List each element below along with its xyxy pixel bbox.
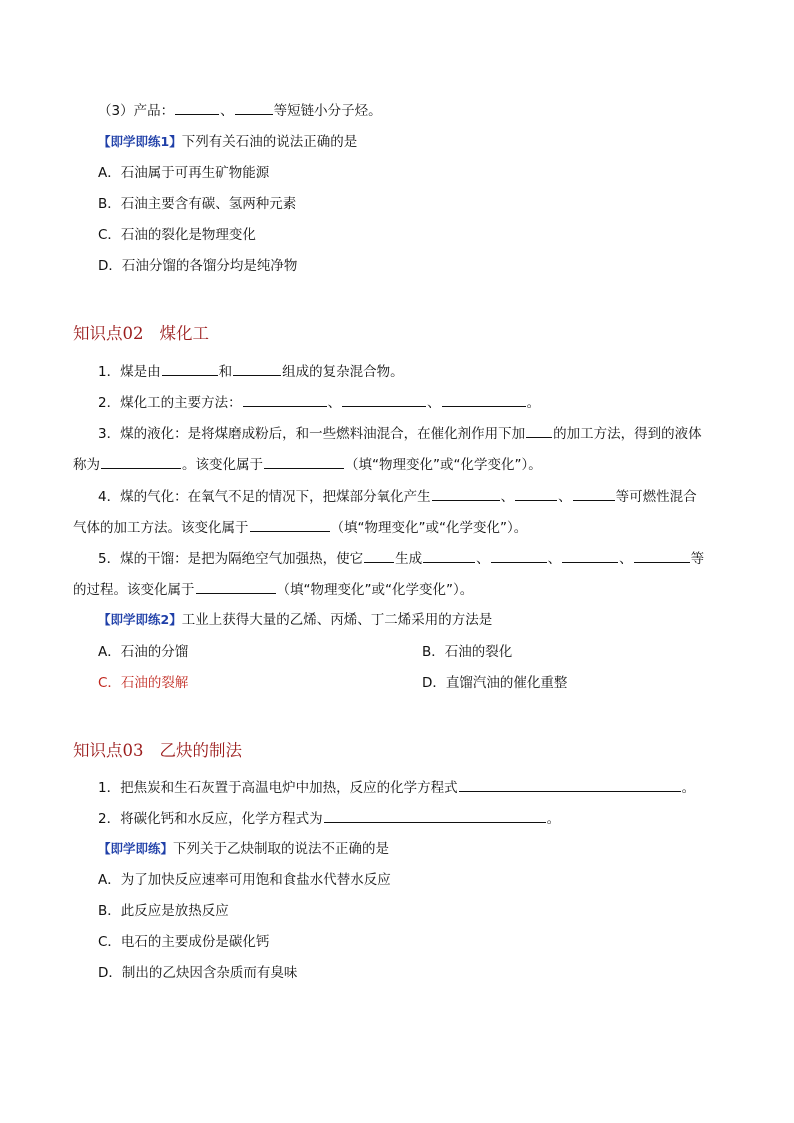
- answer-blank: [243, 392, 327, 407]
- practice-tag: 【即学即练2】: [98, 612, 182, 627]
- coal-item-4-line2: [73, 517, 527, 537]
- practice-tag: 【即学即练1】: [98, 134, 182, 149]
- text: （填“物理变化”或“化学变化”）。: [276, 582, 474, 598]
- coal-item-2: [98, 392, 540, 412]
- practice-3-question: [98, 839, 389, 859]
- acetylene-item-2: [98, 808, 560, 828]
- text: 气体的加工方法。该变化属于: [73, 520, 249, 536]
- separator: 、: [220, 103, 234, 119]
- option: B．此反应是放热反应: [98, 903, 229, 919]
- separator: 、: [500, 489, 515, 505]
- text: 2．煤化工的主要方法：: [98, 395, 242, 411]
- text: 。: [526, 395, 541, 411]
- text: 1．把焦炭和生石灰置于高温电炉中加热，反应的化学方程式: [98, 780, 458, 796]
- answer-blank: [196, 579, 276, 594]
- answer-blank: [459, 777, 681, 792]
- practice-2-question: [98, 610, 492, 630]
- text: 3．煤的液化：是将煤磨成粉后，和一些燃料油混合，在催化剂作用下加: [98, 426, 526, 442]
- separator: 、: [547, 551, 562, 567]
- answer-blank: [162, 361, 218, 376]
- answer-blank: [562, 548, 618, 563]
- text: 2．将碳化钙和水反应，化学方程式为: [98, 811, 323, 827]
- option: B．石油主要含有碳、氢两种元素: [98, 196, 297, 212]
- answer-blank: [491, 548, 547, 563]
- section-heading: [73, 322, 209, 346]
- separator: 、: [327, 395, 342, 411]
- option: D．石油分馏的各馏分均是纯净物: [98, 258, 298, 274]
- acetylene-item-1: [98, 777, 695, 797]
- coal-item-1: [98, 361, 404, 381]
- text: 的过程。该变化属于: [73, 582, 195, 598]
- section-number: 知识点03: [73, 741, 144, 760]
- text: 等: [690, 551, 705, 567]
- option: D．直馏汽油的催化重整: [422, 675, 568, 691]
- question-text: 下列有关石油的说法正确的是: [181, 134, 358, 150]
- coal-item-5-line1: [98, 548, 704, 568]
- option: C．石油的裂化是物理变化: [98, 227, 256, 243]
- text: （填“物理变化”或“化学变化”）。: [345, 457, 542, 473]
- text: 5．煤的干馏：是把为隔绝空气加强热，使它: [98, 551, 364, 567]
- answer-blank: [515, 486, 557, 501]
- answer-blank: [342, 392, 426, 407]
- answer-blank: [442, 392, 526, 407]
- option: A．石油的分馏: [98, 644, 189, 660]
- answer-blank: [526, 423, 552, 438]
- text: 和: [218, 364, 233, 380]
- option-row: [98, 673, 568, 693]
- practice-1-question: [98, 132, 357, 152]
- separator: 、: [476, 551, 490, 567]
- answer-blank: [432, 486, 500, 501]
- separator: 、: [558, 489, 572, 505]
- answer-blank: [324, 808, 546, 823]
- text: 等可燃性混合: [615, 489, 697, 505]
- section-title: 煤化工: [159, 324, 209, 343]
- option: B．石油的裂化: [422, 644, 513, 660]
- section-number: 知识点02: [73, 324, 144, 343]
- option-row: [98, 642, 513, 662]
- coal-item-5-line2: [73, 579, 473, 599]
- answer-blank: [250, 517, 330, 532]
- product-line-suffix: 等短链小分子烃。: [273, 103, 382, 119]
- text: 称为: [73, 457, 100, 473]
- text: 。: [546, 811, 561, 827]
- text: 。该变化属于: [182, 457, 263, 473]
- option-correct: C．石油的裂解: [98, 675, 189, 691]
- option: A．石油属于可再生矿物能源: [98, 165, 270, 181]
- coal-item-3-line1: [98, 423, 702, 443]
- practice-tag: 【即学即练】: [98, 841, 174, 856]
- question-text: 工业上获得大量的乙烯、丙烯、丁二烯采用的方法是: [181, 612, 493, 628]
- answer-blank: [423, 548, 475, 563]
- answer-blank: [233, 361, 281, 376]
- coal-item-4-line1: [98, 486, 697, 506]
- text: 。: [681, 780, 696, 796]
- text: 组成的复杂混合物。: [282, 364, 404, 380]
- text: 生成: [395, 551, 423, 567]
- answer-blank: [634, 548, 690, 563]
- section-heading: [73, 739, 242, 763]
- text: （填“物理变化”或“化学变化”）。: [330, 520, 528, 536]
- option: C．电石的主要成份是碳化钙: [98, 934, 270, 950]
- answer-blank: [364, 548, 394, 563]
- section-title: 乙炔的制法: [159, 741, 242, 760]
- coal-item-3-line2: [73, 454, 542, 474]
- separator: 、: [619, 551, 633, 567]
- product-line: [98, 100, 382, 120]
- separator: 、: [427, 395, 441, 411]
- question-text: 下列关于乙炔制取的说法不正确的是: [173, 841, 390, 857]
- text: 4．煤的气化：在氧气不足的情况下，把煤部分氧化产生: [98, 489, 431, 505]
- answer-blank: [573, 486, 615, 501]
- answer-blank: [264, 454, 344, 469]
- product-line-prefix: （3）产品：: [98, 103, 175, 119]
- answer-blank: [101, 454, 181, 469]
- text: 1．煤是由: [98, 364, 161, 380]
- answer-blank: [175, 100, 219, 115]
- option: A．为了加快反应速率可用饱和食盐水代替水反应: [98, 872, 391, 888]
- text: 的加工方法，得到的液体: [553, 426, 702, 442]
- answer-blank: [235, 100, 273, 115]
- option: D．制出的乙炔因含杂质而有臭味: [98, 965, 298, 981]
